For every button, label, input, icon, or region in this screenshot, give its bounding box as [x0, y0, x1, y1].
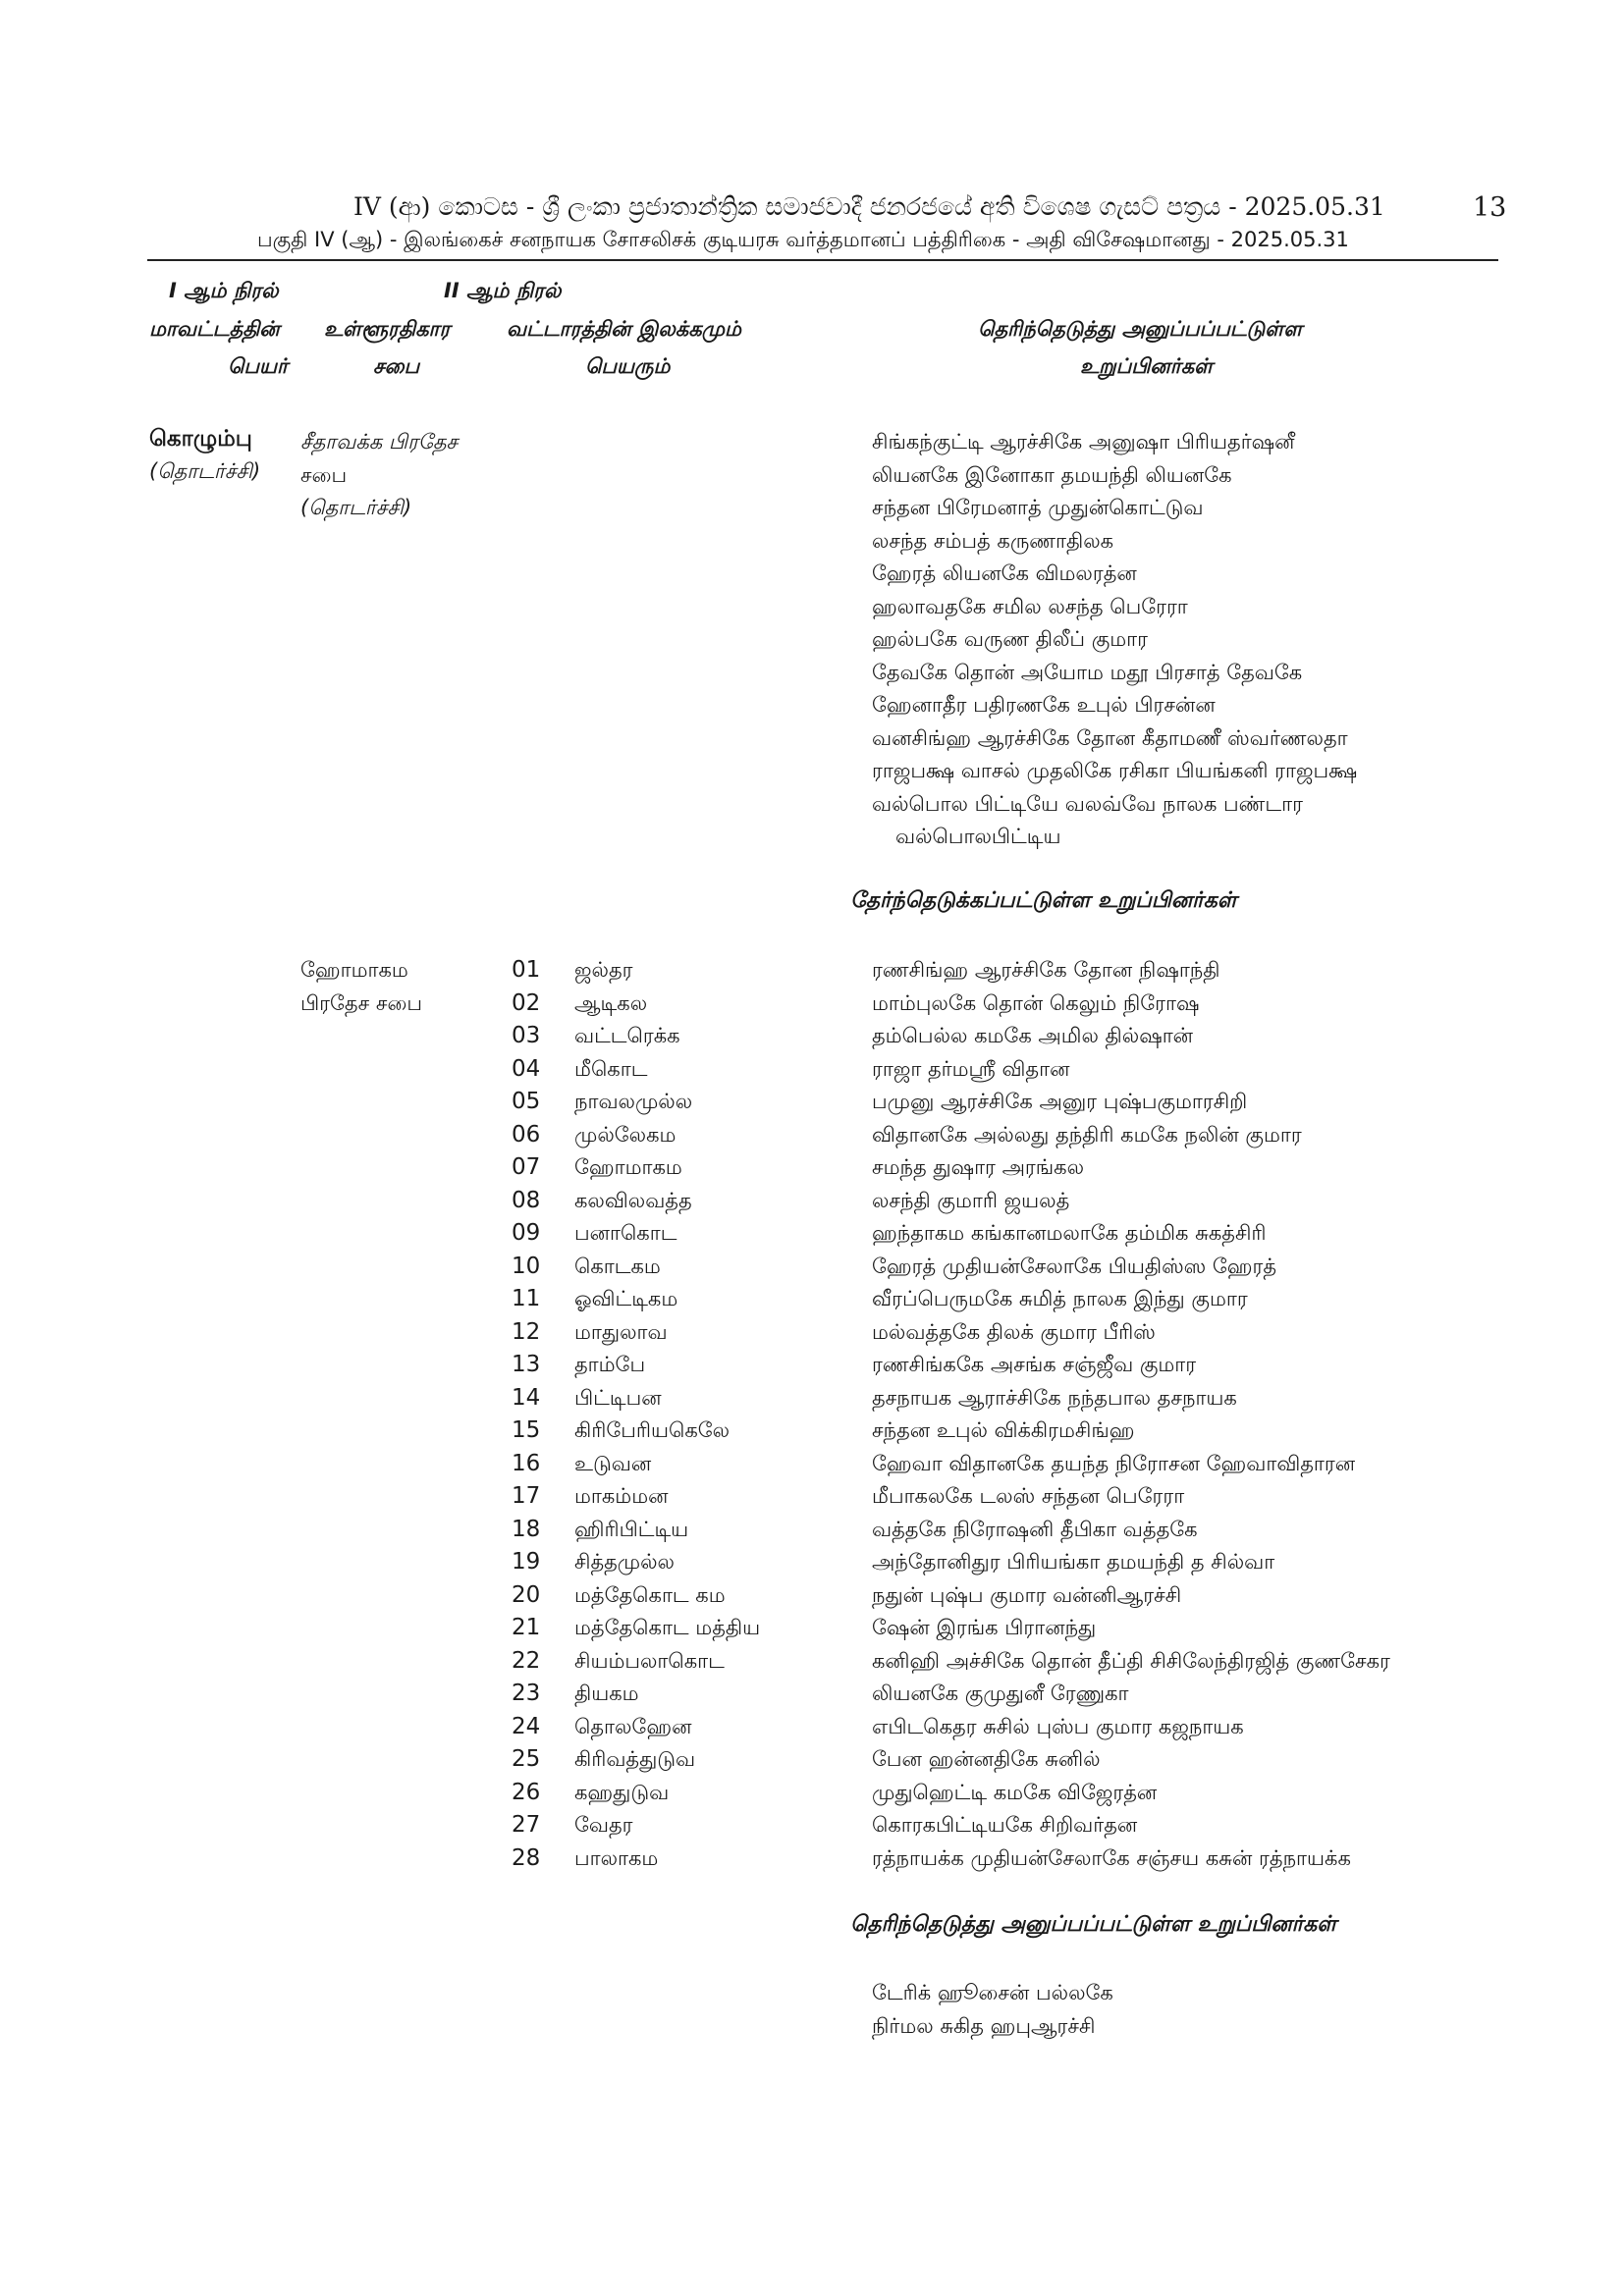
ward-number: 09: [512, 1220, 541, 1246]
member-name: ராஜபக்ஷ வாசல் முதலிகே ரசிகா பியங்கனி ராஜபக்ஷ: [872, 759, 1358, 782]
member-name: தம்பெல்ல கமகே அமில தில்ஷான்: [872, 1024, 1194, 1047]
district-continued: (தொடர்ச்சி): [149, 459, 261, 483]
ward-name: தாம்பே: [574, 1353, 646, 1376]
member-name: முதுஹெட்டி கமகே விஜேரத்ன: [872, 1780, 1158, 1804]
member-name: ஹல்பகே வருண திலீப் குமார: [872, 627, 1148, 651]
ward-name: ஜல்தர: [574, 958, 633, 982]
ward-name: தொலஹேன: [574, 1714, 692, 1738]
ward-name: பிட்டிபன: [574, 1385, 662, 1410]
ward-number: 19: [512, 1549, 541, 1575]
member-name: ரத்நாயக்க முதியன்சேலாகே சஞ்சய கசுன் ரத்நாயக்க: [872, 1845, 1351, 1870]
header-rule: [147, 259, 1498, 261]
ward-name: சித்தமுல்ல: [574, 1550, 675, 1574]
ward-number: 04: [512, 1055, 541, 1082]
authority-line: சீதாவக்க பிரதேச: [300, 430, 459, 454]
member-name: ஹலாவதகே சமில லசந்த பெரேரா: [872, 594, 1188, 618]
section-heading-nominated: தெரிந்தெடுத்து அனுப்பப்பட்டுள்ள உறுப்பினர்கள்: [850, 1912, 1337, 1937]
section-heading-elected: தேர்ந்தெடுக்கப்பட்டுள்ள உறுப்பினர்கள்: [850, 888, 1237, 913]
member-name: வத்தகே நிரோஷனி தீபிகா வத்தகே: [872, 1517, 1198, 1541]
col-members-heading-2: உறுப்பினர்கள்: [1080, 354, 1214, 378]
member-name: வனசிங்ஹ ஆரச்சிகே தோன கீதாமணீ ஸ்வர்ணலதா: [872, 725, 1348, 750]
authority-homagama: [300, 954, 422, 1020]
member-name: ஷேன் இரங்க பிரானந்து: [872, 1616, 1097, 1639]
header-tamil: பகுதி IV (ஆ) - இலங்கைச் சனநாயக சோசலிசக் குடியரசு வர்த்தமானப் பத்திரிகை - அதி விசேஷமானது - 2025.05.31: [257, 228, 1349, 251]
ward-number: 07: [512, 1154, 541, 1180]
ward-name: முல்லேகம: [574, 1122, 677, 1147]
col-district-heading-1: மாவட்டத்தின்: [149, 317, 280, 341]
member-name: விதானகே அல்லது தந்திரி கமகே நலின் குமார: [872, 1122, 1302, 1147]
member-name: வல்பொல பிட்டியே வலவ்வே நாலக பண்டார: [872, 791, 1303, 816]
ward-name: உடுவன: [574, 1451, 652, 1475]
ward-name: நாவலமுல்ல: [574, 1090, 693, 1113]
ward-name: ஹிரிபிட்டிய: [574, 1517, 689, 1541]
member-name: தேவகே தொன் அயோம மதூ பிரசாத் தேவகே: [872, 660, 1303, 684]
ward-number: 10: [512, 1253, 541, 1279]
authority-line: பிரதேச சபை: [300, 990, 423, 1015]
ward-name: ஓவிட்டிகம: [574, 1287, 678, 1310]
member-name: லியனகே இனோகா தமயந்தி லியனகே: [872, 462, 1232, 487]
member-name: பமுனு ஆரச்சிகே அனுர புஷ்பகுமாரசிறி: [872, 1090, 1248, 1113]
member-name: பேன ஹன்னதிகே சுனில்: [872, 1747, 1101, 1771]
member-name: எபிடகெதர சுசில் புஸ்ப குமார கஜநாயக: [872, 1714, 1244, 1738]
ward-number: 06: [512, 1121, 541, 1148]
ward-number: 14: [512, 1384, 541, 1411]
ward-names: [574, 954, 760, 1875]
ward-number: 27: [512, 1812, 541, 1838]
authority-line: (தொடர்ச்சி): [300, 496, 412, 519]
ward-number: 25: [512, 1746, 541, 1772]
ward-number: 18: [512, 1516, 541, 1542]
authority-seethawaka: [300, 426, 458, 525]
ward-name: கிரிவத்துடுவ: [574, 1747, 696, 1771]
ward-numbers: [512, 954, 540, 1875]
member-name: மீபாகலகே டலஸ் சந்தன பெரேரா: [872, 1484, 1185, 1508]
member-name: ஹேரத் லியனகே விமலரத்ன: [872, 561, 1137, 585]
ward-number: 01: [512, 957, 541, 983]
ward-members: [872, 954, 1390, 1875]
member-name: சமந்த துஷார அரங்கல: [872, 1155, 1085, 1179]
member-name: ராஜா தர்மஶ்ரீ விதான: [872, 1056, 1070, 1081]
ward-name: கிரிபேரியகெலே: [574, 1418, 731, 1442]
member-name: டேரிக் ஹூசைன் பல்லகே: [872, 1981, 1113, 2004]
col-authority-heading-1: உள்ளூரதிகார: [324, 317, 451, 341]
member-name: மல்வத்தகே திலக் குமார பீரிஸ்: [872, 1319, 1156, 1344]
col-members-heading-1: தெரிந்தெடுத்து அனுப்பப்பட்டுள்ள: [978, 317, 1303, 341]
ward-number: 13: [512, 1352, 541, 1377]
col-authority-heading-2: சபை: [373, 354, 420, 378]
member-name: கனிஹி அச்சிகே தொன் தீப்தி சிசிலேந்திரஜித் குணசேகர: [872, 1648, 1390, 1673]
member-name: ரணசிங்ஹ ஆரச்சிகே தோன நிஷாந்தி: [872, 958, 1220, 982]
member-name: சந்தன பிரேமனாத் முதுன்கொட்டுவ: [872, 496, 1204, 519]
ward-number: 17: [512, 1483, 541, 1509]
member-name: தசநாயக ஆராச்சிகே நந்தபால தசநாயக: [872, 1385, 1237, 1410]
member-name: கொரகபிட்டியகே சிறிவர்தன: [872, 1813, 1138, 1837]
ward-name: தியகம: [574, 1682, 639, 1705]
ward-name: மத்தேகொட கம: [574, 1582, 726, 1607]
ward-number: 28: [512, 1844, 541, 1871]
member-name: ஹேவா விதானகே தயந்த நிரோசன ஹேவாவிதாரன: [872, 1451, 1356, 1475]
ward-number: 08: [512, 1187, 541, 1213]
member-name: சிங்கந்குட்டி ஆரச்சிகே அனுஷா பிரியதர்ஷனீ: [872, 430, 1295, 454]
members-list-nominated: [872, 1977, 1113, 2043]
column-i-label: I ஆம் நிரல்: [169, 279, 279, 302]
ward-name: ஹோமாகம: [574, 1155, 682, 1179]
member-name: லசந்த சம்பத் கருணாதிலக: [872, 528, 1114, 553]
member-name: ஹேரத் முதியன்சேலாகே பியதிஸ்ஸ ஹேரத்: [872, 1254, 1277, 1278]
ward-name: மாகம்மன: [574, 1484, 669, 1508]
district-name: கொழும்பு: [149, 426, 252, 452]
ward-number: 16: [512, 1450, 541, 1476]
member-name: வீரப்பெருமகே சுமித் நாலக இந்து குமார: [872, 1287, 1248, 1310]
ward-number: 03: [512, 1023, 541, 1048]
ward-number: 11: [512, 1286, 541, 1311]
member-name: லசந்தி குமாரி ஜயலத்: [872, 1188, 1070, 1212]
ward-number: 15: [512, 1417, 541, 1443]
member-name: மாம்புலகே தொன் கெலும் நிரோஷ: [872, 990, 1200, 1015]
ward-name: மாதுலாவ: [574, 1319, 668, 1344]
col-district-heading-2: பெயர்: [228, 354, 288, 378]
ward-number: 26: [512, 1779, 541, 1805]
member-name: அந்தோனிதுர பிரியங்கா தமயந்தி த சில்வா: [872, 1550, 1275, 1574]
col-ward-heading-1: வட்டாரத்தின் இலக்கமும்: [507, 317, 741, 341]
ward-number: 24: [512, 1713, 541, 1739]
ward-number: 23: [512, 1681, 541, 1706]
ward-name: கொடகம: [574, 1254, 661, 1278]
members-list-seethawaka: [872, 426, 1357, 854]
member-name: வல்பொலபிட்டிய: [895, 825, 1061, 848]
ward-number: 21: [512, 1615, 541, 1640]
authority-line: ஹோமாகம: [300, 958, 408, 982]
ward-name: வேதர: [574, 1813, 633, 1837]
member-name: ஹந்தாகம கங்கானமலாகே தம்மிக சுகத்சிரி: [872, 1221, 1267, 1245]
ward-name: கஹதுடுவ: [574, 1780, 670, 1804]
ward-number: 22: [512, 1647, 541, 1674]
page-number: 13: [1473, 192, 1507, 223]
ward-name: மீகொட: [574, 1056, 648, 1081]
ward-name: மத்தேகொட மத்திய: [574, 1616, 761, 1639]
member-name: நிர்மல சுகித ஹபுஆரச்சி: [872, 2013, 1096, 2038]
member-name: சந்தன உபுல் விக்கிரமசிங்ஹ: [872, 1418, 1135, 1442]
ward-name: பனாகொட: [574, 1221, 677, 1245]
member-name: ஹேனாதீர பதிரணகே உபுல் பிரசன்ன: [872, 693, 1216, 717]
ward-number: 02: [512, 989, 541, 1016]
member-name: லியனகே குமுதுனீ ரேணுகா: [872, 1682, 1129, 1705]
ward-name: சியம்பலாகொட: [574, 1648, 725, 1673]
ward-number: 12: [512, 1318, 541, 1345]
ward-number: 20: [512, 1581, 541, 1608]
ward-name: பாலாகம: [574, 1845, 659, 1870]
col-ward-heading-2: பெயரும்: [585, 354, 671, 378]
ward-name: ஆடிகல: [574, 990, 648, 1015]
ward-name: வட்டரெக்க: [574, 1024, 680, 1047]
header-sinhala: IV (ආ) කොටස - ශ්‍රී ලංකා ප්‍රජාතාන්ත්‍රික සමාජවාදී ජනරජයේ අති විශෙෂ ගැසට් පත්‍රය - 2025.05.31: [353, 192, 1385, 221]
member-name: ரணசிங்ககே அசங்க சஞ்ஜீவ குமார: [872, 1353, 1197, 1376]
member-name: நதுன் புஷ்ப குமார வன்னிஆரச்சி: [872, 1582, 1182, 1607]
ward-name: கலவிலவத்த: [574, 1188, 692, 1212]
column-ii-label: II ஆம் நிரல்: [444, 279, 562, 302]
authority-line: சபை: [300, 462, 348, 487]
ward-number: 05: [512, 1089, 541, 1114]
